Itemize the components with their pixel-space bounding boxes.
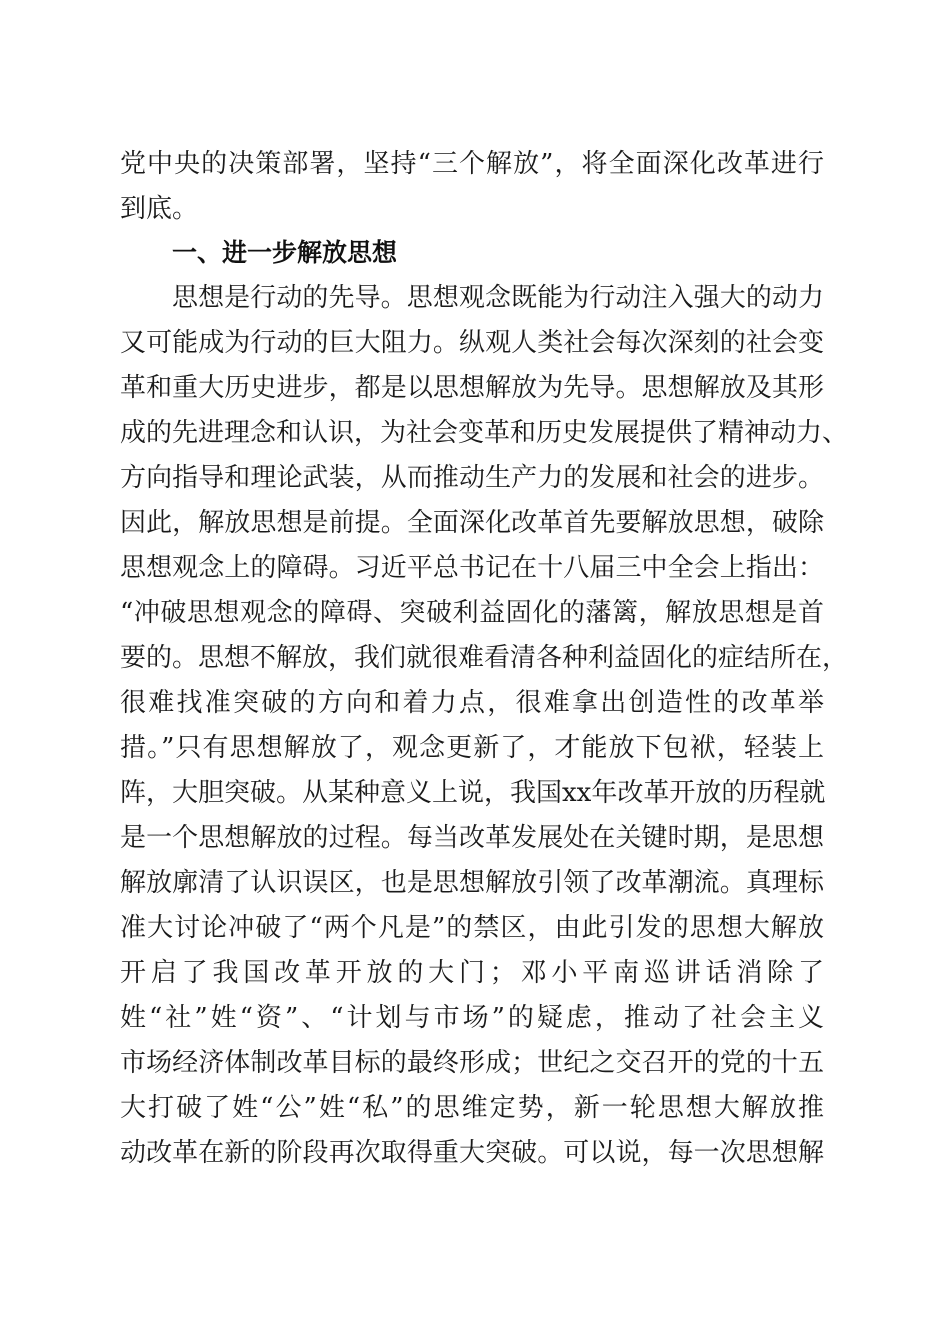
body-line-1: 思想是行动的先导。思想观念既能为行动注入强大的动力 [172,283,824,313]
body-line-4: 成的先进理念和认识，为社会变革和历史发展提供了精神动力、 [120,418,849,448]
body-line-13: 是一个思想解放的过程。每当改革发展处在关键时期，是思想 [120,823,824,853]
body-line-6: 因此，解放思想是前提。全面深化改革首先要解放思想，破除 [120,508,824,538]
body-line-16: 开启了我国改革开放的大门；邓小平南巡讲话消除了 [120,958,824,988]
body-line-9: 要的。思想不解放，我们就很难看清各种利益固化的症结所在， [120,643,849,673]
intro-line-1: 党中央的决策部署，坚持“三个解放”，将全面深化改革进行 [120,149,824,179]
section-heading: 一、进一步解放思想 [172,238,398,267]
body-line-18: 市场经济体制改革目标的最终形成；世纪之交召开的党的十五 [120,1048,824,1078]
body-line-5: 方向指导和理论武装，从而推动生产力的发展和社会的进步。 [120,463,824,493]
intro-line-2: 到底。 [120,194,199,224]
body-line-3: 革和重大历史进步，都是以思想解放为先导。思想解放及其形 [120,373,824,403]
body-line-11: 措。”只有思想解放了，观念更新了，才能放下包袱，轻装上 [120,733,824,763]
body-line-12: 阵，大胆突破。从某种意义上说，我国xx年改革开放的历程就 [120,778,826,808]
body-line-17: 姓“社”姓“资”、“计划与市场”的疑虑，推动了社会主义 [120,1003,824,1033]
body-line-10: 很难找准突破的方向和着力点，很难拿出创造性的改革举 [120,688,824,718]
body-line-20: 动改革在新的阶段再次取得重大突破。可以说，每一次思想解 [120,1138,824,1168]
body-line-14: 解放廓清了认识误区，也是思想解放引领了改革潮流。真理标 [120,868,824,898]
body-line-15: 准大讨论冲破了“两个凡是”的禁区，由此引发的思想大解放 [120,913,824,943]
body-line-8: “冲破思想观念的障碍、突破利益固化的藩篱，解放思想是首 [120,598,824,628]
body-line-2: 又可能成为行动的巨大阻力。纵观人类社会每次深刻的社会变 [120,328,824,358]
body-line-7: 思想观念上的障碍。习近平总书记在十八届三中全会上指出： [120,553,824,583]
body-line-19: 大打破了姓“公”姓“私”的思维定势，新一轮思想大解放推 [120,1093,824,1123]
